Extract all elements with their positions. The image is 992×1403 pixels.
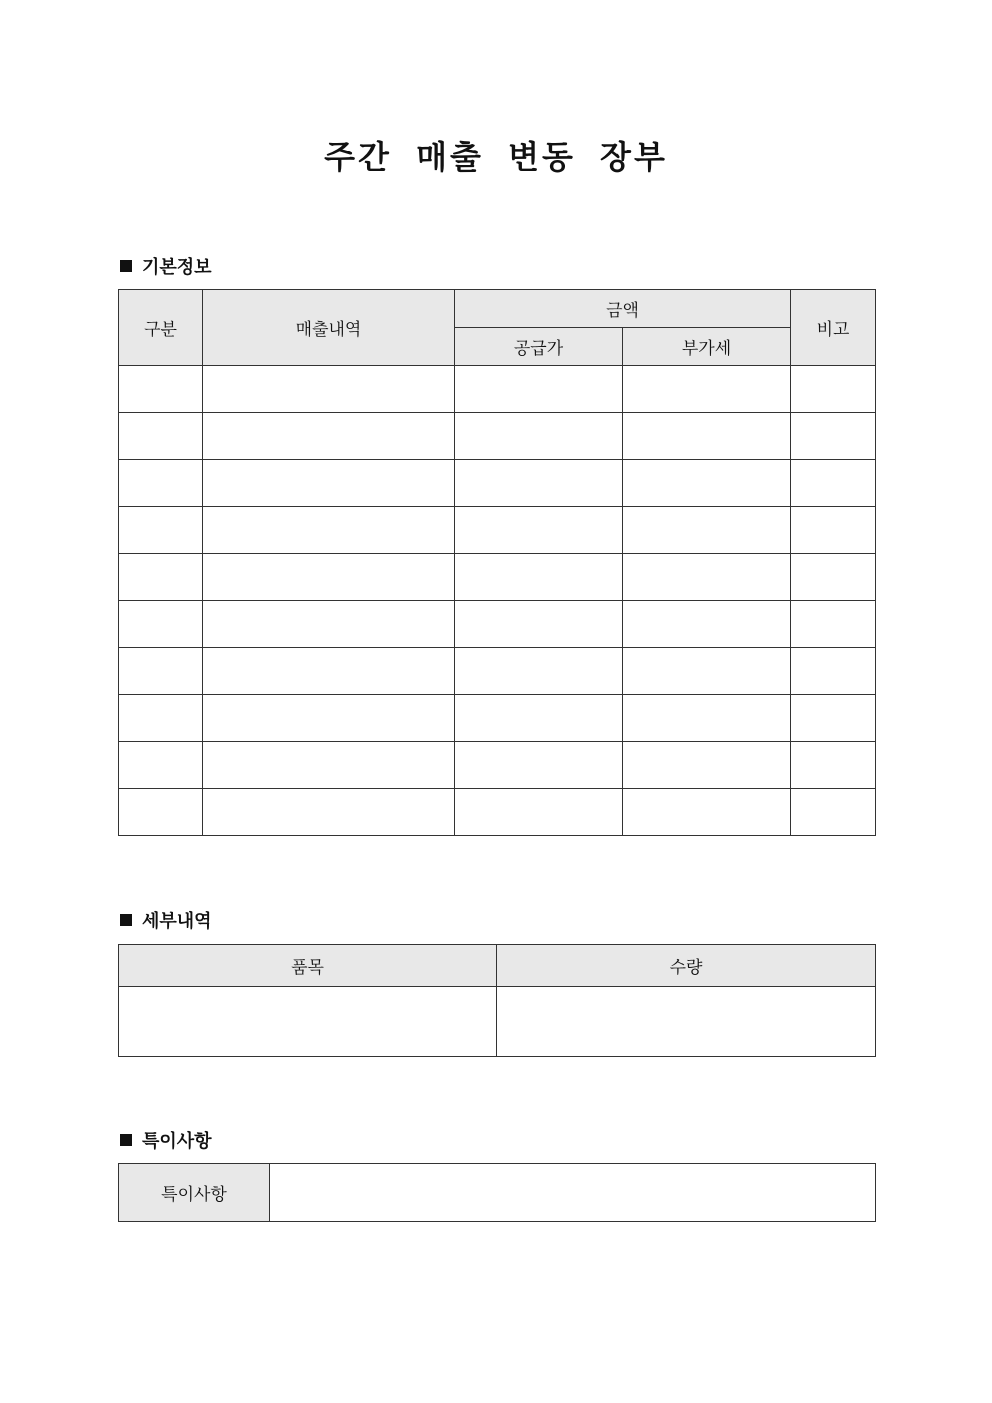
supply-price-cell[interactable]	[455, 789, 623, 836]
square-bullet-icon	[120, 260, 132, 272]
quantity-cell[interactable]	[497, 987, 876, 1057]
details-heading	[120, 907, 212, 933]
details-heading-label: 세부내역	[142, 911, 212, 932]
note-cell[interactable]	[791, 507, 876, 554]
square-bullet-icon	[120, 914, 132, 926]
category-cell[interactable]	[119, 695, 203, 742]
note-cell[interactable]	[791, 554, 876, 601]
note-cell[interactable]	[791, 695, 876, 742]
table-row	[119, 366, 876, 413]
remarks-heading-label: 특이사항	[142, 1131, 212, 1152]
supply-price-cell[interactable]	[455, 366, 623, 413]
category-cell[interactable]	[119, 507, 203, 554]
category-cell[interactable]	[119, 789, 203, 836]
category-cell[interactable]	[119, 648, 203, 695]
sales-detail-cell[interactable]	[203, 742, 455, 789]
vat-cell[interactable]	[623, 789, 791, 836]
supply-price-cell[interactable]	[455, 507, 623, 554]
details-table	[118, 944, 876, 1057]
remarks-value-cell[interactable]	[270, 1164, 876, 1222]
supply-price-cell[interactable]	[455, 413, 623, 460]
table-row	[119, 554, 876, 601]
table-row	[119, 789, 876, 836]
sales-detail-cell[interactable]	[203, 648, 455, 695]
sales-detail-cell[interactable]	[203, 601, 455, 648]
note-cell[interactable]	[791, 460, 876, 507]
vat-cell[interactable]	[623, 413, 791, 460]
category-cell[interactable]	[119, 366, 203, 413]
note-cell[interactable]	[791, 648, 876, 695]
header-sales-detail: 매출내역	[203, 290, 455, 366]
item-cell[interactable]	[119, 987, 497, 1057]
category-cell[interactable]	[119, 742, 203, 789]
table-row	[119, 742, 876, 789]
vat-cell[interactable]	[623, 742, 791, 789]
note-cell[interactable]	[791, 742, 876, 789]
vat-cell[interactable]	[623, 366, 791, 413]
page-title: 주간 매출 변동 장부	[324, 138, 668, 176]
basic-info-heading	[120, 253, 212, 279]
sales-detail-cell[interactable]	[203, 554, 455, 601]
table-row	[119, 601, 876, 648]
supply-price-cell[interactable]	[455, 601, 623, 648]
table-row	[119, 695, 876, 742]
category-cell[interactable]	[119, 413, 203, 460]
header-vat: 부가세	[623, 328, 791, 366]
header-category: 구분	[119, 290, 203, 366]
vat-cell[interactable]	[623, 648, 791, 695]
header-note: 비고	[791, 290, 876, 366]
note-cell[interactable]	[791, 789, 876, 836]
sales-detail-cell[interactable]	[203, 789, 455, 836]
header-quantity: 수량	[497, 945, 876, 987]
table-row	[119, 413, 876, 460]
basic-info-table	[118, 289, 876, 836]
sales-detail-cell[interactable]	[203, 460, 455, 507]
category-cell[interactable]	[119, 554, 203, 601]
supply-price-cell[interactable]	[455, 460, 623, 507]
vat-cell[interactable]	[623, 460, 791, 507]
remarks-heading	[120, 1127, 212, 1153]
vat-cell[interactable]	[623, 507, 791, 554]
header-amount: 금액	[455, 290, 791, 328]
supply-price-cell[interactable]	[455, 554, 623, 601]
sales-detail-cell[interactable]	[203, 413, 455, 460]
sales-detail-cell[interactable]	[203, 695, 455, 742]
category-cell[interactable]	[119, 460, 203, 507]
sales-detail-cell[interactable]	[203, 507, 455, 554]
header-item: 품목	[119, 945, 497, 987]
category-cell[interactable]	[119, 601, 203, 648]
table-row	[119, 507, 876, 554]
note-cell[interactable]	[791, 601, 876, 648]
vat-cell[interactable]	[623, 695, 791, 742]
remarks-table	[118, 1163, 876, 1222]
supply-price-cell[interactable]	[455, 742, 623, 789]
table-row	[119, 987, 876, 1057]
supply-price-cell[interactable]	[455, 695, 623, 742]
vat-cell[interactable]	[623, 554, 791, 601]
note-cell[interactable]	[791, 413, 876, 460]
table-row	[119, 648, 876, 695]
square-bullet-icon	[120, 1134, 132, 1146]
sales-detail-cell[interactable]	[203, 366, 455, 413]
vat-cell[interactable]	[623, 601, 791, 648]
supply-price-cell[interactable]	[455, 648, 623, 695]
remarks-label: 특이사항	[119, 1164, 270, 1222]
note-cell[interactable]	[791, 366, 876, 413]
basic-info-heading-label: 기본정보	[142, 257, 212, 278]
header-supply-price: 공급가	[455, 328, 623, 366]
table-row	[119, 460, 876, 507]
